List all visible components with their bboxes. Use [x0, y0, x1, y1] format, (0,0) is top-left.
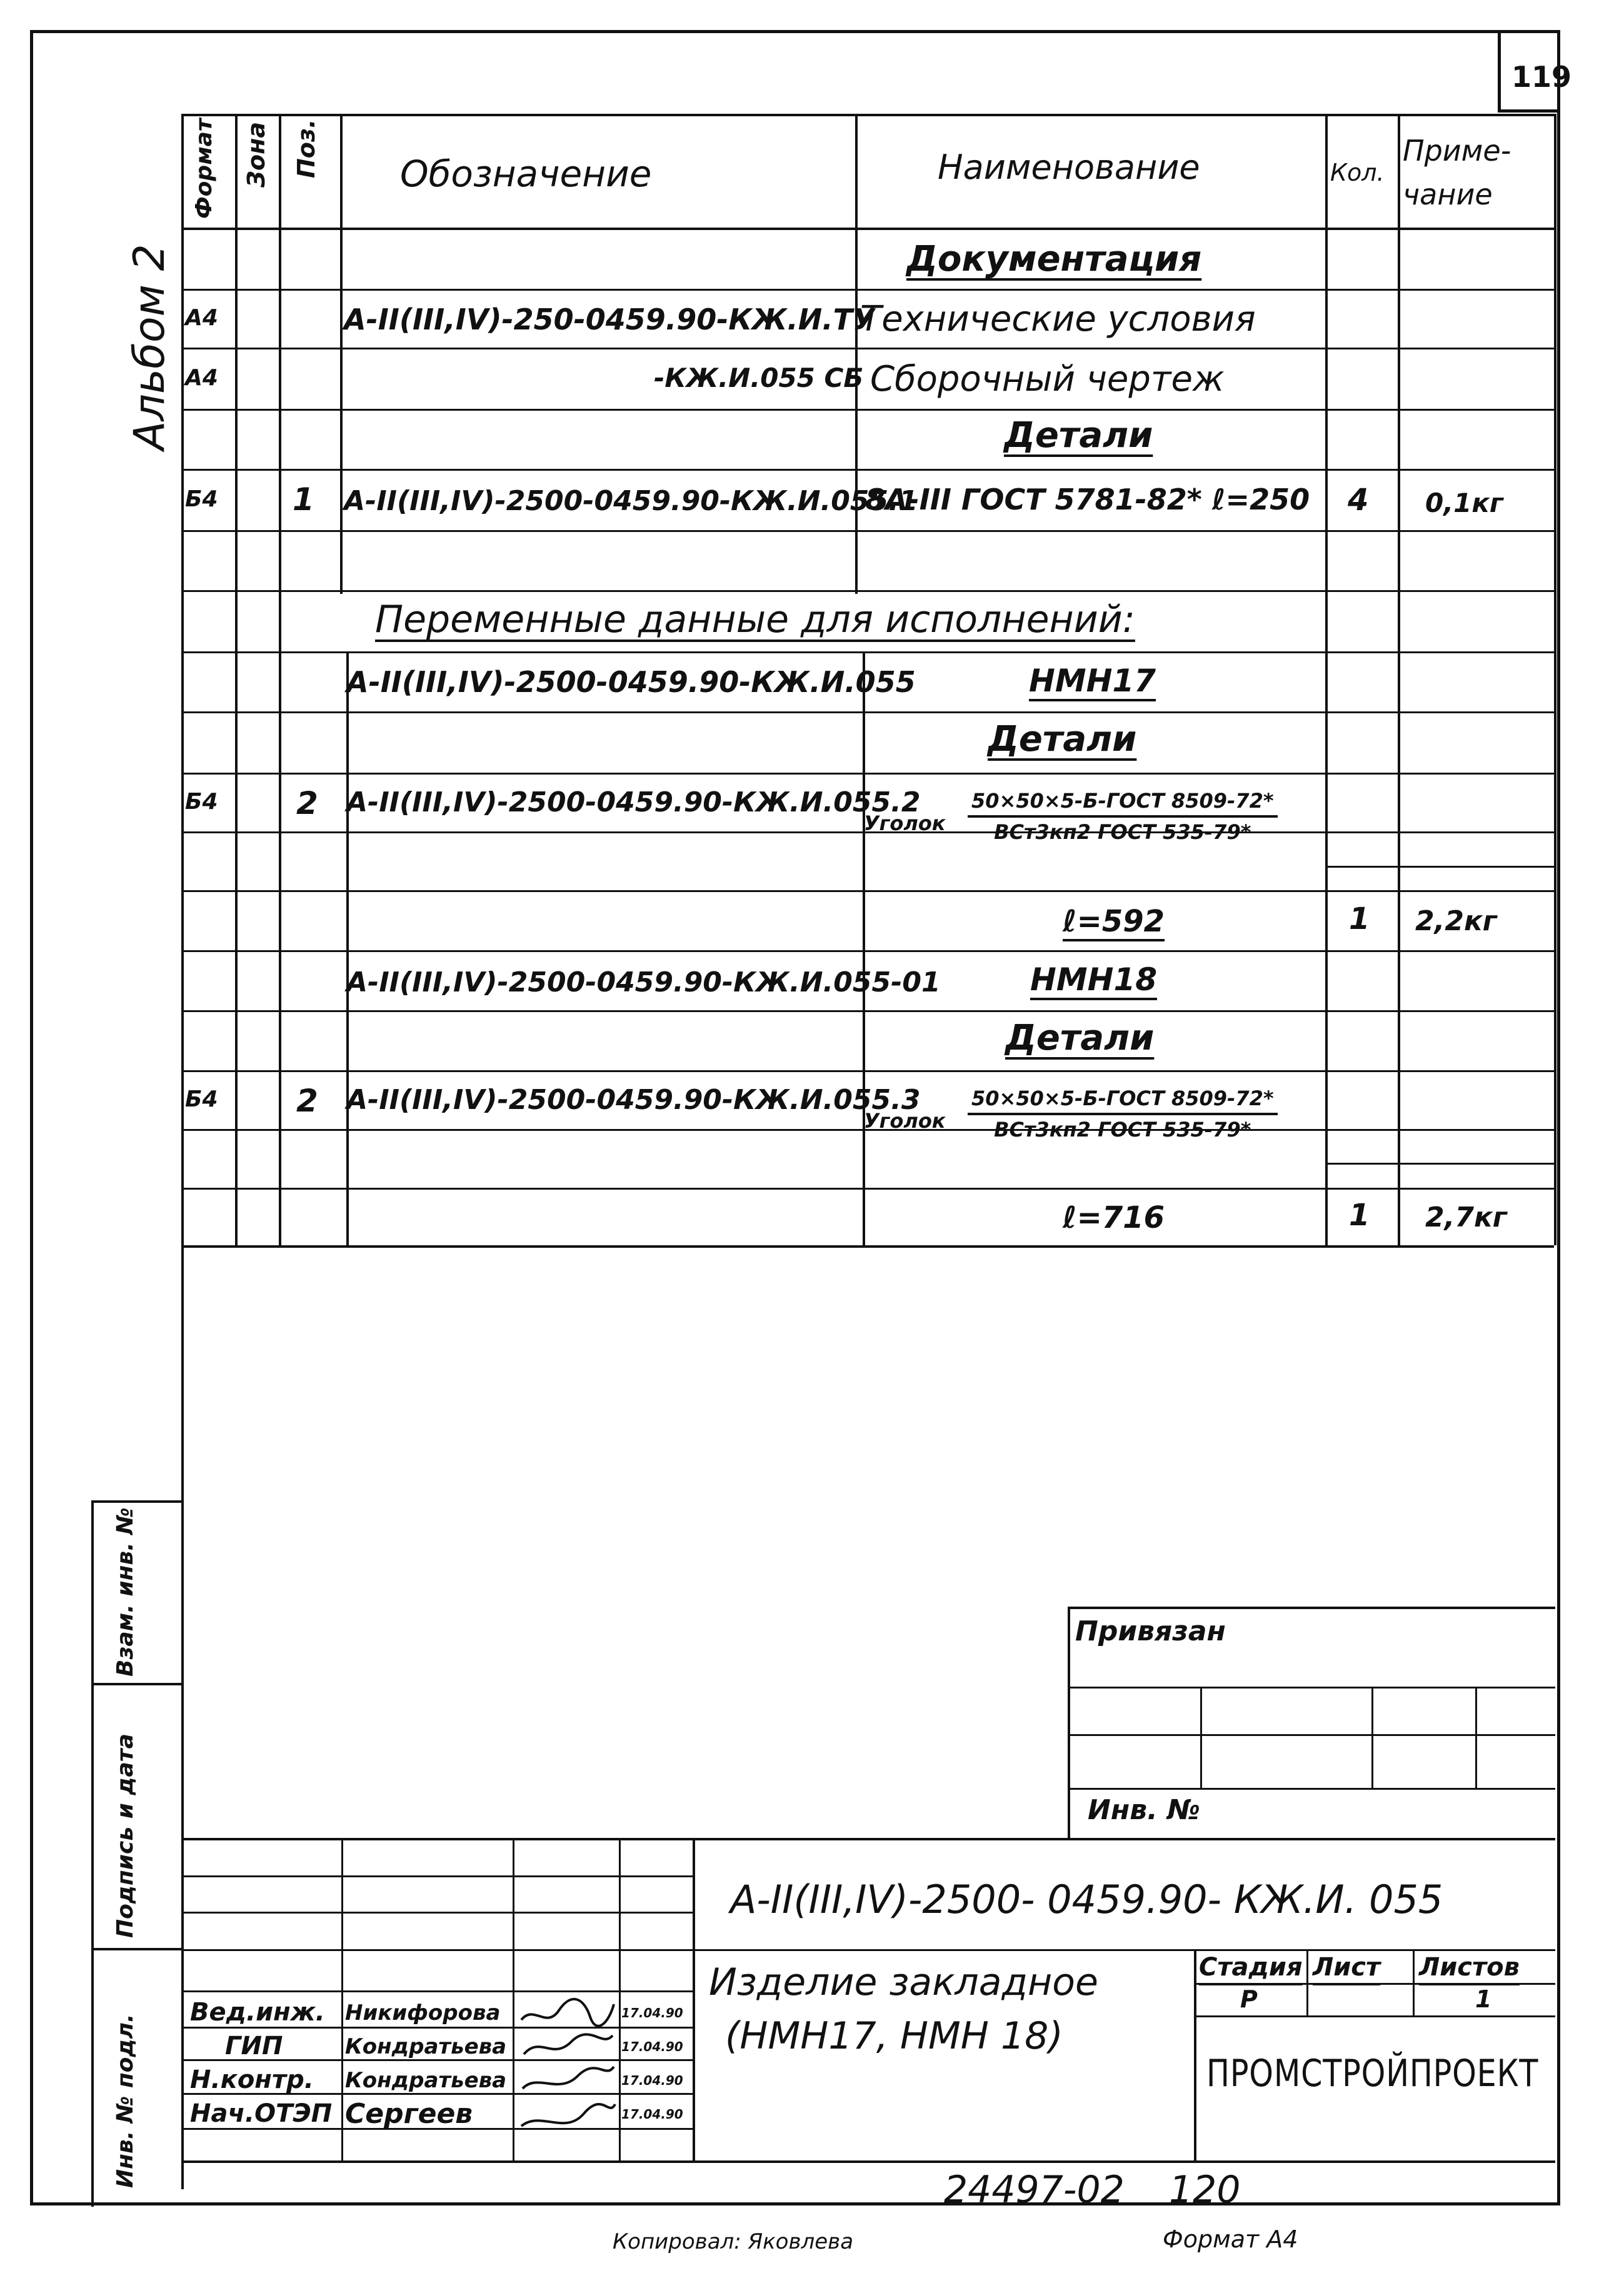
header-note-line1: Приме- [1403, 134, 1511, 168]
spec-table-bottom [181, 1245, 1554, 1248]
stage-label: Стадия [1199, 1953, 1303, 1982]
angle-profile: 50×50×5-Б-ГОСТ 8509-72* [968, 1086, 1278, 1115]
privyazan-left [1068, 1607, 1070, 1839]
title-block-line [181, 1912, 694, 1914]
stage-block-line [1194, 1983, 1555, 1985]
row-name-prefix: Уголок [864, 811, 946, 835]
col-line [855, 114, 858, 594]
row-line [181, 1188, 1554, 1190]
angle-steel: ВСт3кп2 ГОСТ 535-79* [994, 1118, 1251, 1141]
privyazan-col [1475, 1687, 1477, 1788]
row-note: 2,2кг [1415, 905, 1497, 937]
copied-by: Копировал: Яковлева [613, 2229, 854, 2254]
side-stamp-vzam: Взам. инв. № [113, 1507, 138, 1677]
privyazan-col [1200, 1687, 1202, 1788]
row-line [181, 289, 1554, 291]
row-line [181, 1070, 1554, 1072]
date-department-head: 17.04.90 [621, 2107, 683, 2122]
row-line [181, 651, 1554, 653]
organization-name: ПРОМСТРОЙПРОЕКТ [1206, 2052, 1539, 2095]
document-code: А-II(III,IV)-2500- 0459.90- КЖ.И. 055 [730, 1877, 1443, 1922]
sheets-label: Листов [1419, 1953, 1520, 1982]
row-length: ℓ=716 [1063, 1200, 1165, 1235]
row-line [1325, 1163, 1554, 1165]
privyazan-title: Привязан [1075, 1615, 1226, 1647]
col-line [346, 651, 349, 1245]
section-title-details: Детали [1004, 415, 1153, 456]
angle-spec [968, 789, 1278, 844]
row-designation: А-II(III,IV)-2500-0459.90-КЖ.И.055.2 [346, 786, 921, 818]
privyazan-col [1371, 1687, 1373, 1788]
privyazan-top [1068, 1607, 1555, 1609]
section-title-details: Детали [1005, 1018, 1155, 1058]
row-designation: -КЖ.И.055 СБ [654, 363, 864, 393]
spec-header-bottom [181, 228, 1554, 230]
header-designation: Обозначение [400, 153, 652, 195]
row-line [181, 348, 1554, 349]
row-note: 2,7кг [1425, 1202, 1507, 1233]
header-note-line2: чание [1403, 178, 1493, 211]
row-pos: 1 [293, 481, 314, 518]
album-label: Альбом 2 [125, 244, 174, 450]
row-designation: А-II(III,IV)-2500-0459.90-КЖ.И.055-01 [346, 966, 941, 998]
side-stamp-line [91, 1948, 183, 1950]
col-line [181, 114, 184, 2189]
row-name: Технические условия [860, 299, 1256, 339]
angle-steel: ВСт3кп2 ГОСТ 535-79* [994, 820, 1251, 844]
privyazan-line [1068, 1734, 1555, 1736]
header-name: Наименование [938, 148, 1200, 187]
page-number: 119 [1511, 60, 1572, 94]
stage-block-col [1306, 1949, 1308, 2015]
row-name: Сборочный чертеж [870, 359, 1225, 399]
signature-scribbles [515, 1992, 619, 2160]
row-name: 8А-III ГОСТ 5781-82* ℓ=250 [865, 483, 1310, 516]
side-stamp-divider [91, 1500, 94, 2207]
angle-profile: 50×50×5-Б-ГОСТ 8509-72* [968, 789, 1278, 818]
row-format: А4 [185, 305, 218, 331]
name-department-head: Сергеев [345, 2098, 473, 2130]
row-format: Б4 [185, 789, 218, 815]
stage-block-left [1194, 1949, 1196, 2160]
variant-name: НМН18 [1030, 961, 1158, 998]
angle-spec [968, 1086, 1278, 1141]
row-note: 0,1кг [1425, 488, 1503, 518]
variable-data-title: Переменные данные для исполнений: [375, 598, 1135, 641]
sheets-value: 1 [1475, 1985, 1492, 2013]
date-norm-control: 17.04.90 [621, 2073, 683, 2088]
side-stamp-inv-podl: Инв. № подл. [113, 2014, 138, 2188]
row-qty: 1 [1349, 901, 1370, 936]
col-line [235, 114, 238, 1245]
item-name-line2: (НМН17, НМН 18) [725, 2014, 1063, 2058]
row-line [181, 469, 1554, 471]
archive-page: 120 [1169, 2168, 1241, 2212]
privyazan-line [1068, 1788, 1555, 1790]
stage-value: Р [1240, 1985, 1258, 2013]
col-line [863, 651, 865, 1245]
privyazan-line [1068, 1687, 1555, 1688]
sheet-label: Лист [1313, 1953, 1381, 1982]
row-format: Б4 [185, 486, 218, 512]
privyazan-inv: Инв. № [1088, 1794, 1201, 1826]
section-title-details: Детали [988, 719, 1137, 760]
item-name-line1: Изделие закладное [709, 1960, 1098, 2004]
row-designation: А-II(III,IV)-2500-0459.90-КЖ.И.055.1 [344, 485, 918, 517]
spec-table-top [181, 114, 1554, 116]
row-format: А4 [185, 365, 218, 391]
side-stamp-top [91, 1500, 183, 1503]
row-pos: 2 [296, 1083, 318, 1119]
row-qty: 1 [1349, 1198, 1370, 1233]
stage-block-line [1194, 2015, 1555, 2017]
col-line [1554, 114, 1556, 1245]
name-lead-engineer: Никифорова [345, 2000, 501, 2025]
title-block-col [619, 1838, 621, 2163]
section-title-documentation: Документация [906, 239, 1202, 279]
name-chief-engineer: Кондратьева [345, 2034, 507, 2059]
archive-number: 24497-02 [944, 2168, 1125, 2212]
date-chief-engineer: 17.04.90 [621, 2039, 683, 2054]
title-block-top [181, 1838, 1555, 1840]
sheet-format: Формат А4 [1163, 2225, 1298, 2253]
side-stamp-line [91, 1683, 183, 1685]
col-line [1398, 114, 1400, 1245]
col-line [340, 114, 343, 594]
role-lead-engineer: Вед.инж. [190, 1998, 325, 2027]
header-pos: Поз. [293, 119, 320, 178]
row-line [181, 590, 1554, 592]
role-department-head: Нач.ОТЭП [190, 2099, 333, 2128]
col-line [279, 114, 281, 1245]
side-stamp-signature-date: Подпись и дата [113, 1734, 138, 1938]
row-line [181, 530, 1554, 532]
variant-name: НМН17 [1029, 663, 1156, 699]
row-line [181, 950, 1554, 952]
row-line [181, 409, 1554, 411]
title-block-col [693, 1838, 695, 2163]
row-name-prefix: Уголок [864, 1109, 946, 1133]
row-line [181, 890, 1554, 892]
title-block-line [181, 1949, 1555, 1951]
row-qty: 4 [1348, 483, 1369, 518]
col-line [1325, 114, 1328, 1245]
title-block-bottom [181, 2160, 1555, 2163]
header-qty: Кол. [1330, 159, 1385, 186]
role-norm-control: Н.контр. [190, 2065, 314, 2094]
title-block-col [513, 1838, 514, 2163]
row-designation: А-II(III,IV)-250-0459.90-КЖ.И.ТУ [344, 303, 875, 336]
row-line [181, 711, 1554, 713]
title-block-line [181, 1875, 694, 1877]
header-zone: Зона [243, 121, 270, 188]
row-designation: А-II(III,IV)-2500-0459.90-КЖ.И.055.3 [346, 1084, 921, 1116]
row-designation: А-II(III,IV)-2500-0459.90-КЖ.И.055 [346, 665, 916, 699]
row-line [181, 773, 1554, 775]
row-line [181, 1010, 1554, 1012]
row-pos: 2 [296, 785, 318, 821]
row-format: Б4 [185, 1086, 218, 1112]
title-block-col [341, 1838, 343, 2163]
row-line [1325, 866, 1554, 868]
row-length: ℓ=592 [1063, 904, 1165, 939]
role-chief-engineer: ГИП [225, 2032, 283, 2060]
name-norm-control: Кондратьева [345, 2068, 507, 2093]
date-lead-engineer: 17.04.90 [621, 2005, 683, 2020]
stage-block-col [1413, 1949, 1415, 2015]
header-format: Формат [191, 118, 217, 219]
